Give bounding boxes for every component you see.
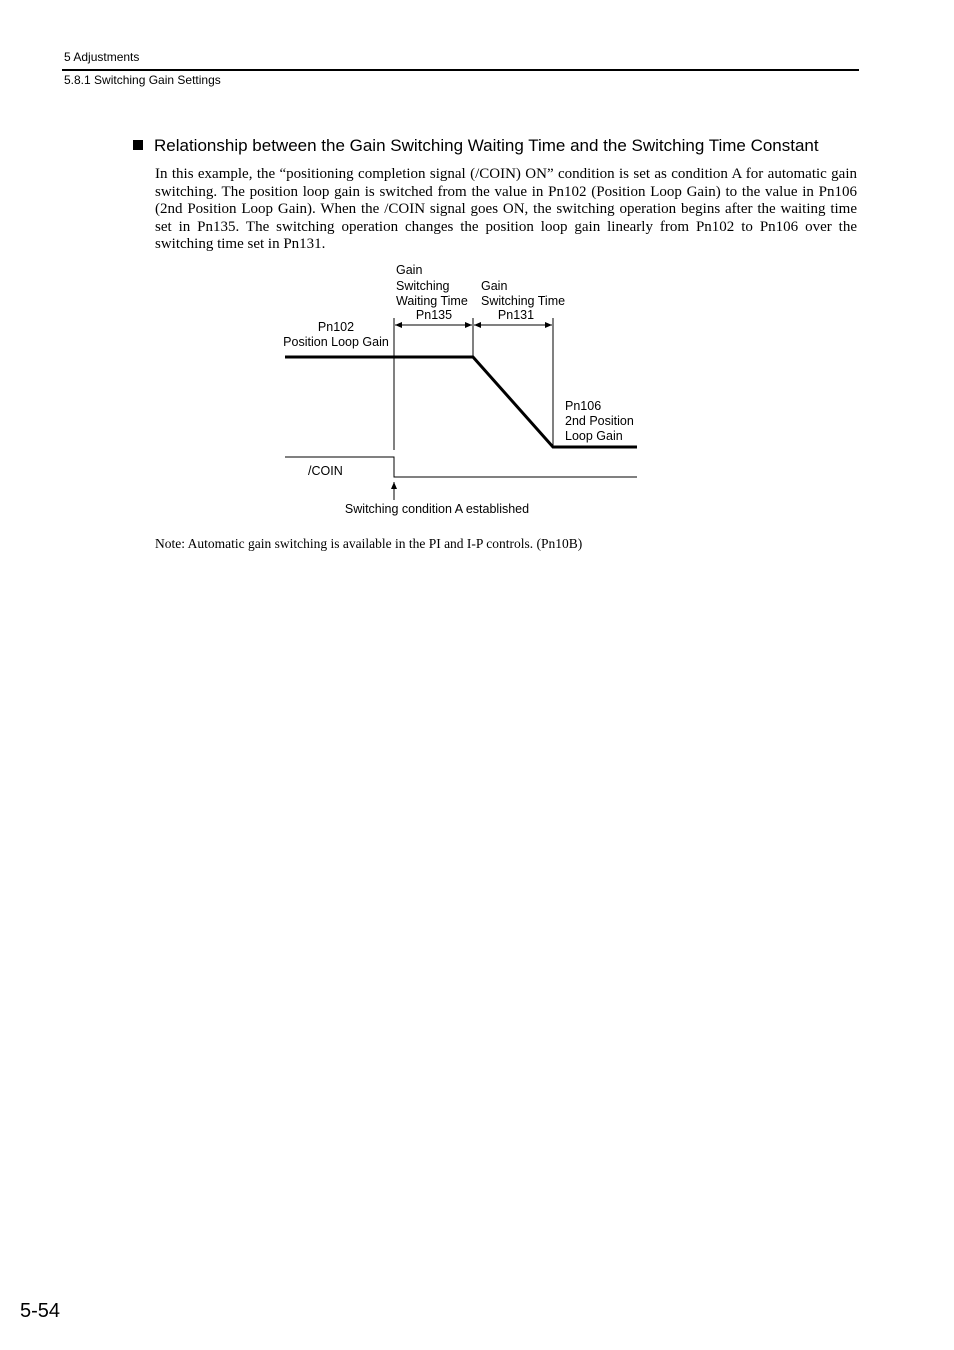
waiting-time-param: Pn135 [415,308,453,322]
final-gain-param: Pn106 [565,399,602,413]
final-gain-label-line-1: 2nd Position [565,414,634,428]
black-square-bullet-icon [133,140,143,150]
waiting-time-label-line-1: Gain [396,263,423,277]
page-number: 5-54 [20,1300,61,1322]
header-rule [62,69,859,71]
initial-gain-label: Position Loop Gain [283,335,389,349]
waiting-time-label-line-3: Waiting Time [396,294,468,308]
position-loop-gain-curve [285,357,637,447]
switching-time-label-line-1: Gain [481,279,508,293]
section-heading-text: Relationship between the Gain Switching Waiting Time and the Switching Time Constant [154,136,819,155]
running-head-section: 5.8.1 Switching Gain Settings [64,73,221,87]
section-heading [133,136,873,156]
note: Note: Automatic gain switching is available in the PI and I-P controls. (Pn10B) [155,536,583,551]
switching-time-param: Pn131 [497,308,535,322]
condition-established-label: Switching condition A established [344,502,530,516]
coin-signal-label: /COIN [308,464,343,478]
switching-time-label-line-2: Switching Time [481,294,566,308]
waiting-time-label-line-2: Switching [396,279,450,293]
coin-signal-waveform [285,457,637,477]
final-gain-label-line-2: Loop Gain [565,429,623,443]
initial-gain-param: Pn102 [317,320,355,334]
running-head-chapter: 5 Adjustments [64,50,140,64]
body-paragraph: In this example, the “positioning completion signal (/COIN) ON” condition is set as condition A for automatic gain switching. The position loop gain is switched from the value in Pn102 (Position Loop Gain) to the value in Pn106 (2nd Position Loop Gain). When the /COIN signal goes ON, the switching operation begins after the waiting time set in Pn135. The switching operation changes the position loop gain linearly from Pn102 to Pn106 over the switching time set in Pn131. [155,166,857,253]
